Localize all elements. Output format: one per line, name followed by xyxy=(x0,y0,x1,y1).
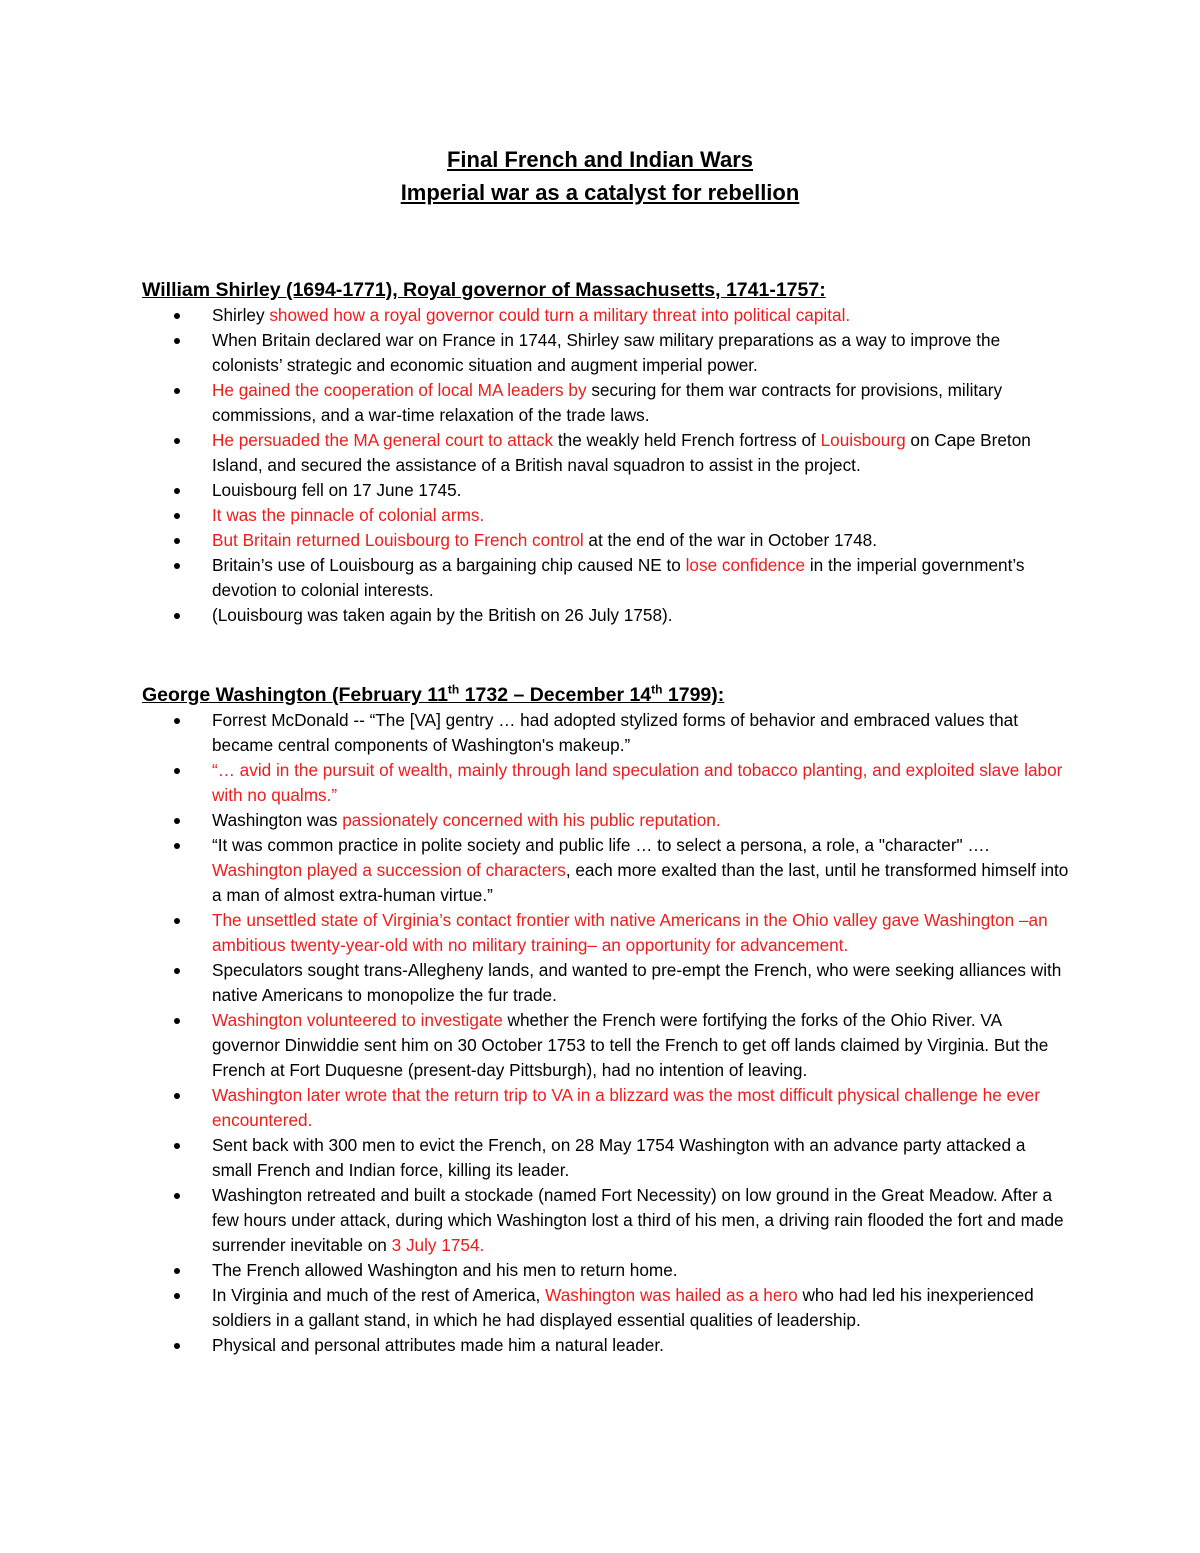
bullet-icon xyxy=(174,488,180,494)
list-item: When Britain declared war on France in 1744, Shirley saw military preparations as a way to improve the colonists’ strategic and economic situation and augment imperial power. xyxy=(142,328,1070,378)
bullet-icon xyxy=(174,1293,180,1299)
section-shirley xyxy=(142,278,1070,628)
bullet-icon xyxy=(174,513,180,519)
section-heading: George Washington (February 11th 1732 – December 14th 1799): xyxy=(142,682,725,706)
list-item: “It was common practice in polite society and public life … to select a persona, a role, a "character" …. Washington played a succession of characters, each more exalted than the last, until he transformed himself into a man of almost extra-human virtue.” xyxy=(142,833,1070,908)
bullet-list xyxy=(142,303,1070,628)
list-item: But Britain returned Louisbourg to French control at the end of the war in October 1748. xyxy=(142,528,1070,553)
bullet-icon xyxy=(174,388,180,394)
list-item: The unsettled state of Virginia’s contact frontier with native Americans in the Ohio valley gave Washington –an ambitious twenty-year-old with no military training– an opportunity for advancement. xyxy=(142,908,1070,958)
bullet-icon xyxy=(174,1343,180,1349)
list-item: He persuaded the MA general court to attack the weakly held French fortress of Louisbourg on Cape Breton Island, and secured the assistance of a British naval squadron to assist in the project. xyxy=(142,428,1070,478)
list-item: Washington volunteered to investigate whether the French were fortifying the forks of the Ohio River. VA governor Dinwiddie sent him on 30 October 1753 to tell the French to get off lands claimed by Virginia. But the French at Fort Duquesne (present-day Pittsburgh), had no intention of leaving. xyxy=(142,1008,1070,1083)
bullet-icon xyxy=(174,1018,180,1024)
bullet-icon xyxy=(174,1143,180,1149)
bullet-list xyxy=(142,708,1070,1358)
bullet-icon xyxy=(174,918,180,924)
list-item: Shirley showed how a royal governor could turn a military threat into political capital. xyxy=(142,303,1070,328)
section-heading: William Shirley (1694-1771), Royal governor of Massachusetts, 1741-1757: xyxy=(142,279,826,301)
list-item: He gained the cooperation of local MA leaders by securing for them war contracts for provisions, military commissions, and a war-time relaxation of the trade laws. xyxy=(142,378,1070,428)
document-title: Final French and Indian Wars xyxy=(446,147,753,172)
bullet-icon xyxy=(174,313,180,319)
list-item: It was the pinnacle of colonial arms. xyxy=(142,503,1070,528)
bullet-icon xyxy=(174,843,180,849)
list-item: Forrest McDonald -- “The [VA] gentry … had adopted stylized forms of behavior and embraced values that became central components of Washington's makeup.” xyxy=(142,708,1070,758)
list-item: Washington was passionately concerned with his public reputation. xyxy=(142,808,1070,833)
list-item: The French allowed Washington and his men to return home. xyxy=(142,1258,1070,1283)
bullet-icon xyxy=(174,1093,180,1099)
list-item: Washington retreated and built a stockade (named Fort Necessity) on low ground in the Great Meadow. After a few hours under attack, during which Washington lost a third of his men, a driving rain flooded the fort and made surrender inevitable on 3 July 1754. xyxy=(142,1183,1070,1258)
section-washington xyxy=(142,683,1070,1358)
bullet-icon xyxy=(174,1193,180,1199)
list-item: Sent back with 300 men to evict the French, on 28 May 1754 Washington with an advance party attacked a small French and Indian force, killing its leader. xyxy=(142,1133,1070,1183)
bullet-icon xyxy=(174,438,180,444)
bullet-icon xyxy=(174,563,180,569)
bullet-icon xyxy=(174,818,180,824)
list-item: (Louisbourg was taken again by the British on 26 July 1758). xyxy=(142,603,1070,628)
bullet-icon xyxy=(174,338,180,344)
bullet-icon xyxy=(174,613,180,619)
list-item: In Virginia and much of the rest of America, Washington was hailed as a hero who had led his inexperienced soldiers in a gallant stand, in which he had displayed essential qualities of leadership. xyxy=(142,1283,1070,1333)
bullet-icon xyxy=(174,768,180,774)
list-item: Louisbourg fell on 17 June 1745. xyxy=(142,478,1070,503)
list-item: Speculators sought trans-Allegheny lands, and wanted to pre-empt the French, who were seeking alliances with native Americans to monopolize the fur trade. xyxy=(142,958,1070,1008)
list-item: Washington later wrote that the return trip to VA in a blizzard was the most difficult physical challenge he ever encountered. xyxy=(142,1083,1070,1133)
list-item: Britain’s use of Louisbourg as a bargaining chip caused NE to lose confidence in the imperial government’s devotion to colonial interests. xyxy=(142,553,1070,603)
title-block xyxy=(0,143,1200,209)
bullet-icon xyxy=(174,538,180,544)
bullet-icon xyxy=(174,718,180,724)
list-item: Physical and personal attributes made him a natural leader. xyxy=(142,1333,1070,1358)
bullet-icon xyxy=(174,968,180,974)
document-subtitle: Imperial war as a catalyst for rebellion xyxy=(400,180,800,205)
list-item: “… avid in the pursuit of wealth, mainly through land speculation and tobacco planting, and exploited slave labor with no qualms.” xyxy=(142,758,1070,808)
bullet-icon xyxy=(174,1268,180,1274)
